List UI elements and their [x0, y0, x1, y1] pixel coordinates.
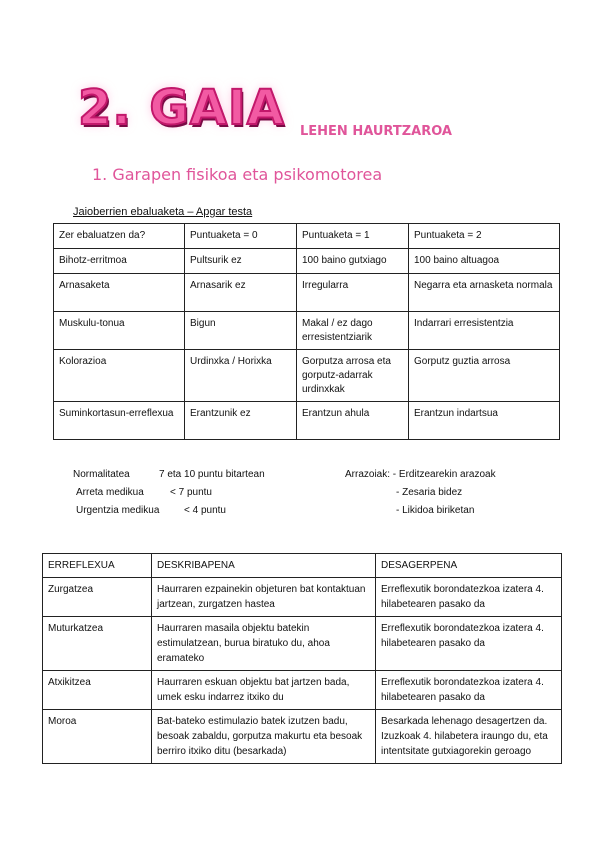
table-row [54, 402, 560, 440]
table-cell: Arnasaketa [54, 274, 185, 312]
causes-title: Arrazoiak: [345, 469, 391, 480]
table-cell: Makal / ez dago erresistentziarik [297, 312, 409, 350]
table-cell: Haurraren ezpainekin objeturen bat kontaktuan jartzean, zurgatzen hastea [152, 578, 376, 617]
legend-value: 7 eta 10 puntu bitartean [159, 469, 265, 480]
table-cell: Gorputz guztia arrosa [409, 350, 560, 402]
table-header-cell: Puntuaketa = 2 [409, 224, 560, 249]
section-title: 1. Garapen fisikoa eta psikomotorea [92, 165, 383, 184]
legend-item [345, 502, 496, 520]
legend-item [73, 466, 265, 484]
cause-item: - Erditzearekin arazoak [392, 469, 496, 480]
table-cell: Suminkortasun-erreflexua [54, 402, 185, 440]
table-header-cell: DESAGERPENA [376, 554, 562, 578]
table-cell: Bihotz-erritmoa [54, 249, 185, 274]
table-cell: Muskulu-tonua [54, 312, 185, 350]
table-row [54, 274, 560, 312]
table-cell: Erantzunik ez [185, 402, 297, 440]
table-cell: 100 baino altuagoa [409, 249, 560, 274]
table-cell: Urdinxka / Horixka [185, 350, 297, 402]
chapter-title: 2. GAIA [78, 80, 285, 136]
table-cell: Bigun [185, 312, 297, 350]
table-cell: Erreflexutik borondatezkoa izatera 4. hilabetearen pasako da [376, 617, 562, 671]
table-cell: Zurgatzea [43, 578, 152, 617]
table-cell: Erantzun indartsua [409, 402, 560, 440]
table-cell: Bat-bateko estimulazio batek izutzen badu, besoak zabaldu, gorputza makurtu eta besoak berriro itxiko ditu (besarkada) [152, 710, 376, 764]
table-cell: Besarkada lehenago desagertzen da. Izuzkoak 4. hilabetera iraungo du, eta intentsitate gutxiagorekin geroago [376, 710, 562, 764]
table-cell: Pultsurik ez [185, 249, 297, 274]
table-cell: Haurraren masaila objektu batekin estimulatzean, burua biratuko du, ahoa eramateko [152, 617, 376, 671]
cause-item: - Zesaria bidez [396, 487, 463, 498]
legend-label: Arreta medikua [76, 487, 144, 498]
table-header-cell: Puntuaketa = 1 [297, 224, 409, 249]
table-cell: Kolorazioa [54, 350, 185, 402]
reflex-table [42, 553, 562, 764]
legend-item [345, 484, 496, 502]
causes-legend [345, 466, 496, 520]
table-cell: Erreflexutik borondatezkoa izatera 4. hilabetearen pasako da [376, 671, 562, 710]
table-cell: Indarrari erresistentzia [409, 312, 560, 350]
table-row [43, 578, 562, 617]
table-row [43, 710, 562, 764]
table-header-row [43, 554, 562, 578]
score-legend [73, 466, 265, 520]
table-cell: Irregularra [297, 274, 409, 312]
legend-value: < 4 puntu [184, 505, 226, 516]
table-cell: Erantzun ahula [297, 402, 409, 440]
table-row [43, 617, 562, 671]
table-cell: Arnasarik ez [185, 274, 297, 312]
table-row [54, 312, 560, 350]
legend-item [345, 466, 496, 484]
cause-item: - Likidoa biriketan [396, 505, 475, 516]
table-header-cell: Puntuaketa = 0 [185, 224, 297, 249]
table-row [43, 671, 562, 710]
table-header-cell: DESKRIBAPENA [152, 554, 376, 578]
table-header-row [54, 224, 560, 249]
table-header-cell: ERREFLEXUA [43, 554, 152, 578]
legend-item [73, 502, 265, 520]
table-cell: Negarra eta arnasketa normala [409, 274, 560, 312]
table-cell: Moroa [43, 710, 152, 764]
table-header-cell: Zer ebaluatzen da? [54, 224, 185, 249]
table-cell: Atxikitzea [43, 671, 152, 710]
legend-label: Urgentzia medikua [76, 505, 160, 516]
table-cell: Haurraren eskuan objektu bat jartzen bada, umek esku indarrez itxiko du [152, 671, 376, 710]
chapter-subtitle: LEHEN HAURTZAROA [300, 124, 452, 139]
table-cell: Erreflexutik borondatezkoa izatera 4. hilabetearen pasako da [376, 578, 562, 617]
legend-value: < 7 puntu [170, 487, 212, 498]
legend-item [73, 484, 265, 502]
table-row [54, 350, 560, 402]
table-cell: Muturkatzea [43, 617, 152, 671]
legend-label: Normalitatea [73, 469, 130, 480]
table-row [54, 249, 560, 274]
table-cell: Gorputza arrosa eta gorputz-adarrak urdinxkak [297, 350, 409, 402]
apgar-table [53, 223, 560, 440]
apgar-caption: Jaioberrien ebaluaketa – Apgar testa [73, 206, 253, 218]
table-cell: 100 baino gutxiago [297, 249, 409, 274]
